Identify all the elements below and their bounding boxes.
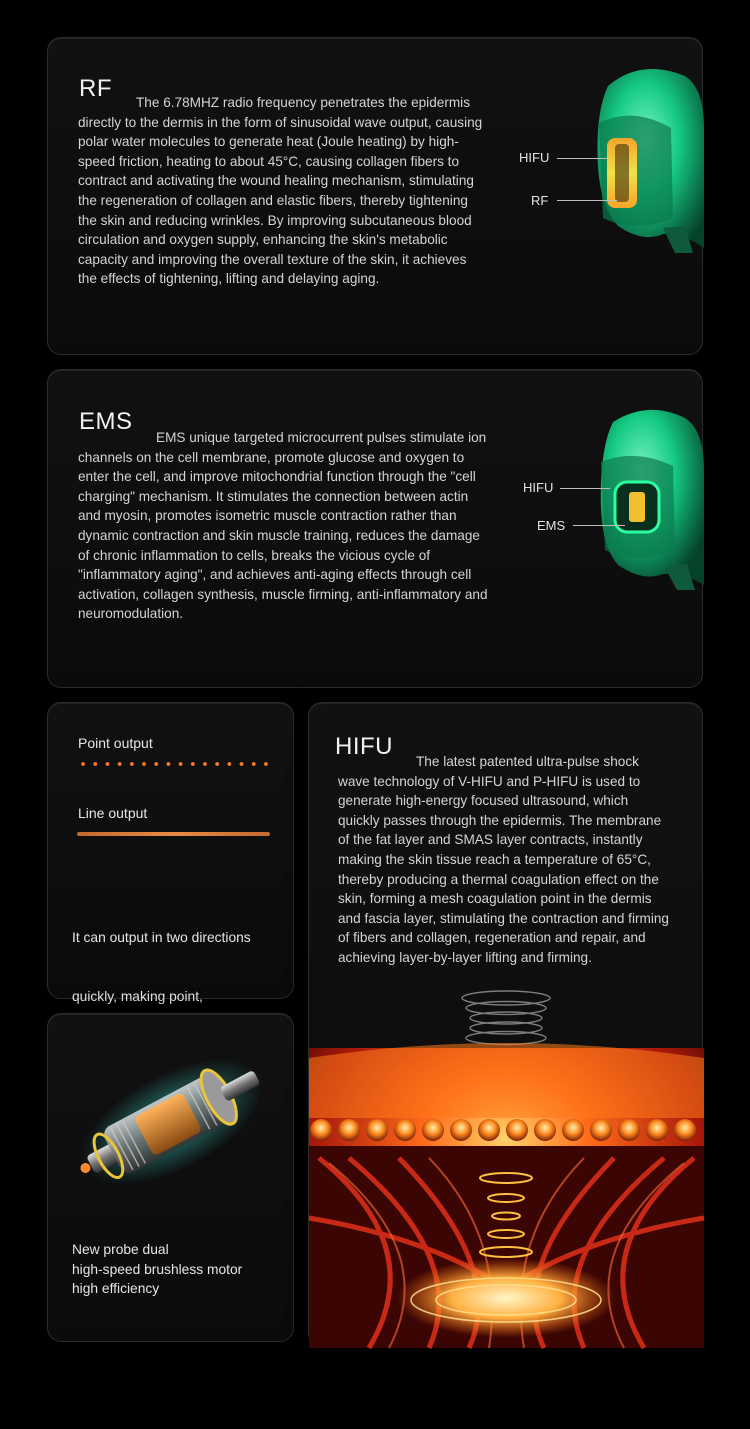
ems-callout-ems-line — [573, 525, 625, 526]
rf-description-rest: epidermis directly to the dermis in the form of sinusoidal wave output, causing polar water molecules to generate heat (Joule heating) by high-speed friction, heating to about 45°C, causing collagen fibers to contract and activating the wound healing mechanism, stimulating the regeneration of collagen and elastic fibers, thereby tightening the skin and reducing wrinkles. By improving subcutaneous blood circulation and oxygen supply, enhancing the skin's metabolic capacity and improving the overall texture of the skin, it achieves the effects of tightening, lifting and delaying aging. — [78, 95, 483, 287]
hifu-card — [308, 702, 703, 1347]
output-description-line: quickly, making point, — [72, 988, 203, 1004]
hifu-description-rest: wave technology of V-HIFU and P-HIFU is used to generate high-energy focused ultrasound, which quickly passes through the epidermis. The membrane of the fat layer and SMAS layer contracts, instantly making the skin tissue reach a temperature of 65°C, thereby producing a thermal coagulation effect on the skin, forming a mesh coagulation point in the dermis and fascia layer, stimulating the contraction and firming of fibers and collagen, regeneration and repair, and achieving layer-by-layer lifting and firming. — [338, 773, 669, 965]
point-output-label: Point output — [78, 735, 153, 751]
ems-callout-hifu-line — [560, 488, 610, 489]
output-modes-card — [47, 702, 294, 1004]
rf-callout-hifu-label: HIFU — [519, 150, 550, 165]
rf-description — [78, 93, 486, 289]
point-output-dots — [77, 762, 272, 766]
ems-callout-ems-label: EMS — [537, 518, 566, 533]
hifu-description — [338, 752, 673, 968]
ems-device-head-image — [573, 400, 704, 590]
rf-card — [47, 37, 703, 355]
output-description-line: It can output in two directions — [72, 930, 251, 946]
brushless-motor-image — [60, 1042, 285, 1202]
ems-title: EMS — [79, 408, 133, 435]
motor-description-line: high efficiency — [72, 1281, 160, 1297]
ems-description-first-line: EMS unique targeted microcurrent pulses stimulate — [156, 430, 465, 445]
motor-description-line: high-speed brushless motor — [72, 1261, 243, 1277]
ems-description-rest: ion channels on the cell membrane, promote glucose and oxygen to enter the cell, and improve mitochondrial function through the "cell charging" mechanism. It stimulates the connection between actin and myosin, promotes isometric muscle contraction rather than dynamic contraction and skin muscle training, reduces the damage of chronic inflammation to cells, breaks the vicious cycle of "inflammatory aging", and achieves anti-aging effects through cell activation, collagen synthesis, muscle firming, anti-inflammatory and neuromodulation. — [78, 430, 488, 622]
hifu-title: HIFU — [335, 733, 393, 760]
ems-description — [78, 428, 488, 624]
rf-device-head-image — [563, 58, 704, 253]
rf-title: RF — [79, 75, 112, 102]
rf-callout-hifu-line — [557, 158, 607, 159]
rf-callout-rf-line — [557, 200, 617, 201]
rf-callout-rf-label: RF — [531, 193, 549, 208]
hifu-ultrasound-tissue-image — [309, 988, 704, 1348]
motor-description — [72, 1240, 242, 1299]
line-output-bar — [77, 832, 270, 836]
rf-description-first-line: The 6.78MHZ radio frequency penetrates the — [136, 95, 408, 110]
line-output-label: Line output — [78, 805, 148, 821]
ems-callout-hifu-label: HIFU — [523, 480, 554, 495]
ems-card — [47, 369, 703, 688]
hifu-description-first-line: The latest patented ultra-pulse shock — [416, 754, 639, 769]
motor-card — [47, 1013, 294, 1342]
motor-description-line: New probe dual — [72, 1242, 169, 1257]
